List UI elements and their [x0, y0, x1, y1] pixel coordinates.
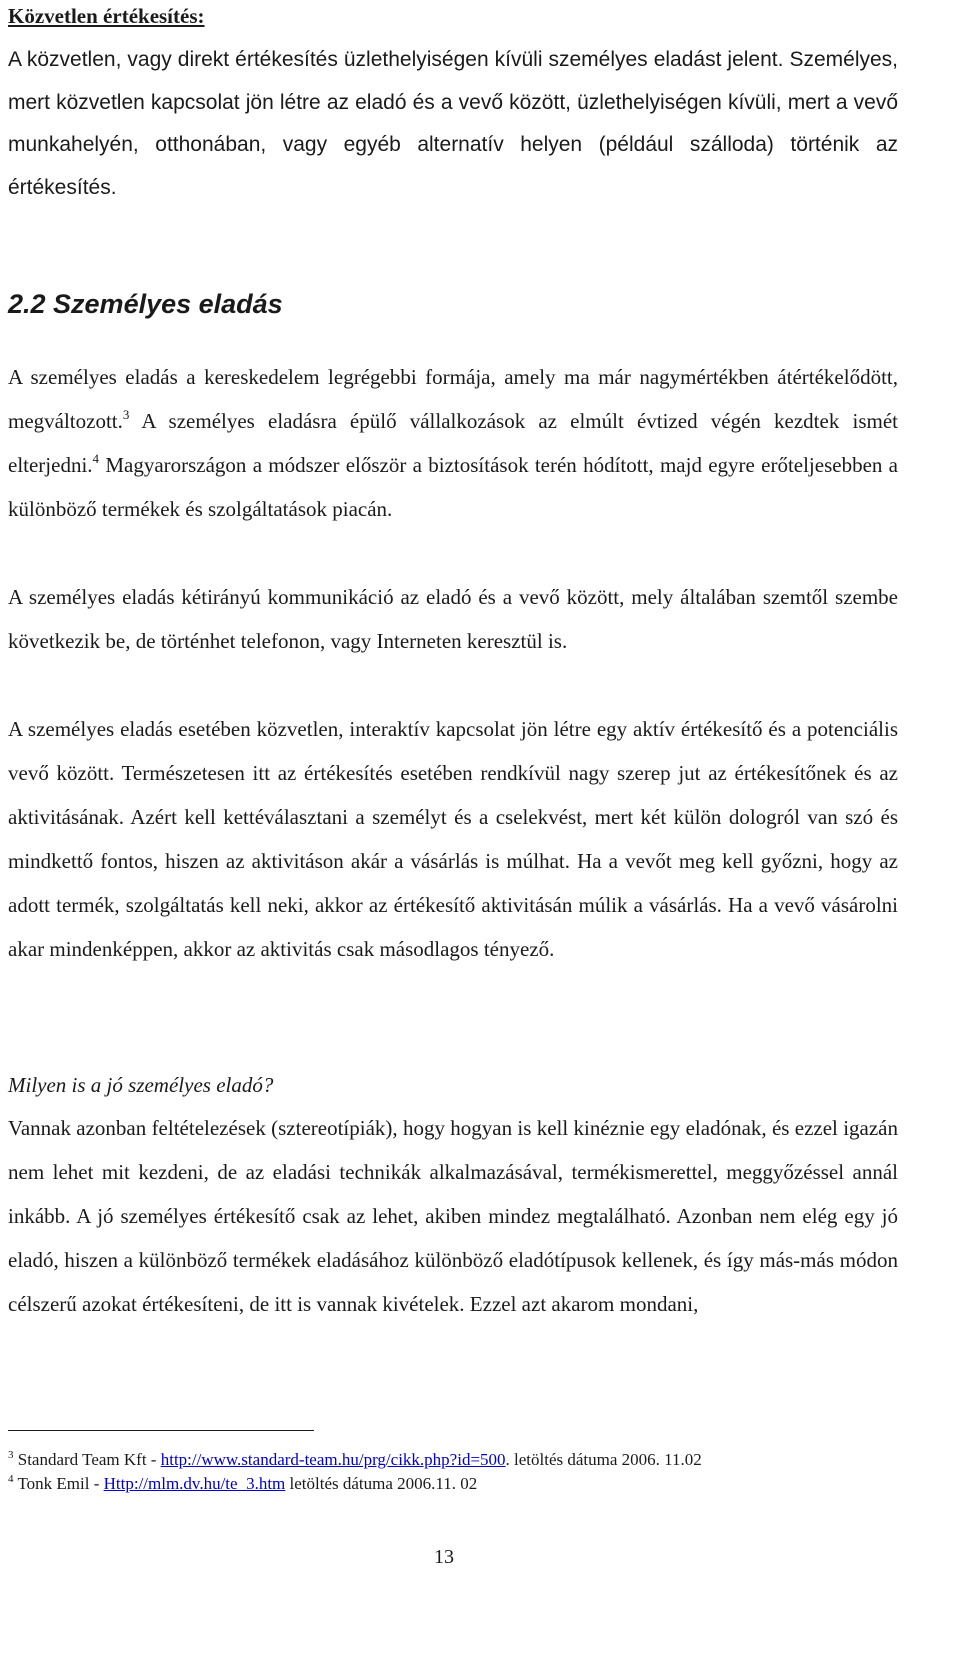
- footnote-4: [8, 1473, 477, 1495]
- footnote-3: [8, 1449, 702, 1471]
- page-number: 13: [434, 1546, 454, 1568]
- footnote-divider: [8, 1430, 314, 1431]
- footnote-number: 4: [8, 1473, 14, 1485]
- paragraph-szemelyes-1: [8, 355, 898, 531]
- paragraph-text: Magyarországon a módszer először a biztosítások terén hódított, majd egyre erőteljesebben a különböző termékek és szolgáltatások piacán.: [8, 453, 898, 521]
- section-heading-kozvetlen: Közvetlen értékesítés:: [8, 4, 205, 28]
- footnote-ref-3[interactable]: 3: [122, 407, 130, 422]
- paragraph-text: A személyes eladás a kereskedelem legrégebbi formája, amely ma már nagymértékben átértékelődött, megváltozott.: [8, 365, 898, 433]
- footnote-date: letöltés dátuma 2006.11. 02: [285, 1474, 478, 1493]
- document-page: [8, 0, 908, 1670]
- paragraph-szemelyes-2: A személyes eladás kétirányú kommunikáció az eladó és a vevő között, mely általában szemtől szembe következik be, de történhet telefonon, vagy Interneten keresztül is.: [8, 585, 898, 653]
- footnote-source: Standard Team Kft -: [17, 1450, 161, 1469]
- footnote-source: Tonk Emil -: [17, 1474, 104, 1493]
- paragraph-jo-elado: Vannak azonban feltételezések (sztereotípiák), hogy hogyan is kell kinéznie egy eladónak, és ezzel igazán nem lehet mit kezdeni, de az eladási technikák alkalmazásával, termékismerettel, meggyőzéssel annál inkább. A jó személyes értékesítő csak az lehet, akiben mindez megtalálható. Azonban nem elég egy jó eladó, hiszen a különböző termékek eladásához különböző eladótípusok kellenek, és így más-más módon célszerű azokat értékesíteni, de itt is vannak kivételek. Ezzel azt akarom mondani,: [8, 1116, 898, 1316]
- section-title: 2.2 Személyes eladás: [8, 289, 283, 319]
- paragraph-kozvetlen: A közvetlen, vagy direkt értékesítés üzlethelyiségen kívüli személyes eladást jelent. Személyes, mert közvetlen kapcsolat jön létre az eladó és a vevő között, üzlethelyiségen kívüli, mert a vevő munkahelyén, otthonában, vagy egyéb alternatív helyen (például szálloda) történik az értékesítés.: [8, 48, 898, 199]
- footnote-link[interactable]: Http://mlm.dv.hu/te_3.htm: [103, 1474, 286, 1493]
- footnote-date: . letöltés dátuma 2006. 11.02: [505, 1450, 702, 1469]
- footnote-number: 3: [8, 1449, 14, 1461]
- paragraph-text: A személyes eladásra épülő vállalkozások az elmúlt évtized végén kezdtek ismét elterjedni.: [8, 409, 898, 477]
- footnote-ref-4[interactable]: 4: [92, 451, 100, 466]
- subsection-question: Milyen is a jó személyes eladó?: [8, 1073, 274, 1097]
- paragraph-szemelyes-3: A személyes eladás esetében közvetlen, interaktív kapcsolat jön létre egy aktív értékesítő és a potenciális vevő között. Természetesen itt az értékesítés esetében rendkívül nagy szerep jut az értékesítőnek és az aktivitásának. Azért kell kettéválasztani a személyt és a cselekvést, mert két külön dologról van szó és mindkettő fontos, hiszen az aktivitáson akár a vásárlás is múlhat. Ha a vevőt meg kell győzni, hogy az adott termék, szolgáltatás kell neki, akkor az értékesítő aktivitásán múlik a vásárlás. Ha a vevő vásárolni akar mindenképpen, akkor az aktivitás csak másodlagos tényező.: [8, 717, 898, 961]
- footnote-link[interactable]: http://www.standard-team.hu/prg/cikk.php?id=500: [160, 1450, 506, 1469]
